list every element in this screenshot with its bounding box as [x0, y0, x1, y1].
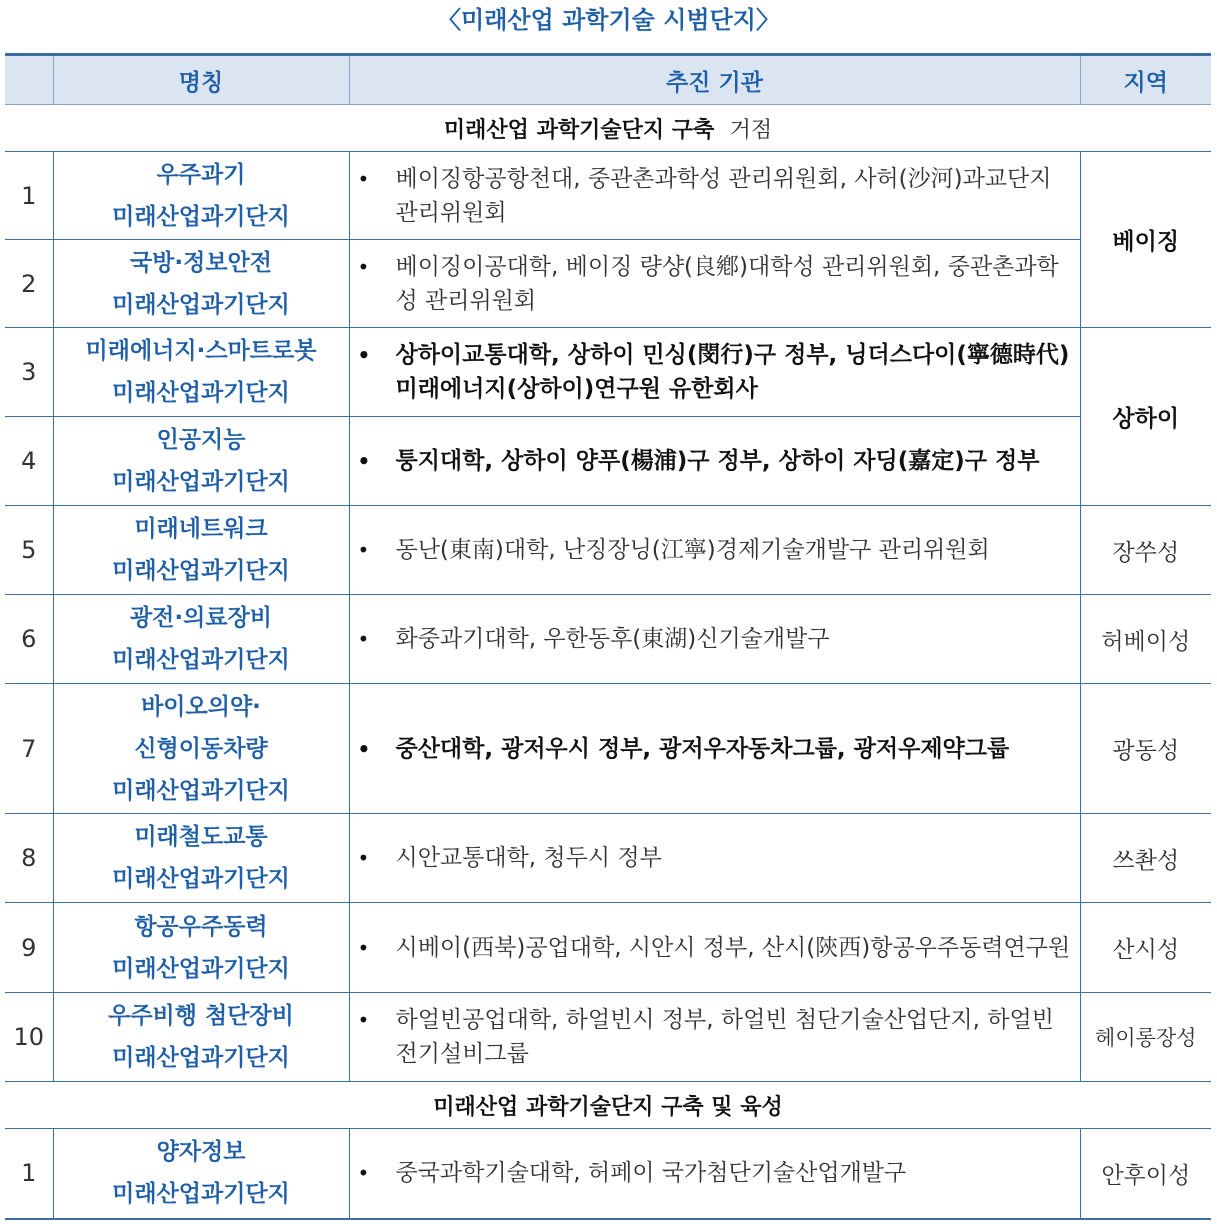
table-row — [5, 417, 1211, 506]
park-name — [53, 814, 349, 903]
park-name-line: 미래철도교통 — [134, 824, 268, 850]
park-name — [53, 903, 349, 993]
row-number: 10 — [5, 993, 53, 1082]
park-name-line: 미래산업과기단지 — [112, 866, 290, 892]
header-row — [5, 55, 1211, 105]
park-name — [53, 152, 349, 240]
institutions — [349, 1129, 1080, 1219]
bullet-icon: • — [357, 449, 371, 473]
region-cell: 장쑤성 — [1080, 506, 1211, 595]
table-row — [5, 1129, 1211, 1219]
section-row-1 — [5, 105, 1211, 152]
park-name — [53, 684, 349, 814]
region-cell: 상하이 — [1080, 328, 1211, 506]
table-row — [5, 684, 1211, 814]
row-number: 3 — [5, 328, 53, 417]
park-name-line: 미래산업과기단지 — [112, 203, 290, 230]
institutions-text: 상하이교통대학, 상하이 민싱(閔行)구 정부, 닝더스다이(寧德時代) 미래에너지(상하이)연구원 유한회사 — [395, 342, 1070, 402]
table-row — [5, 152, 1211, 240]
institutions — [349, 506, 1080, 595]
institutions — [349, 240, 1080, 328]
park-name-line: 국방·정보안전 — [129, 249, 273, 276]
table-row — [5, 903, 1211, 993]
institutions — [349, 328, 1080, 417]
bullet-icon: • — [357, 846, 370, 870]
institutions-text: 화중과기대학, 우한동후(東湖)신기술개발구 — [395, 626, 830, 652]
park-name — [53, 993, 349, 1082]
park-name-line: 미래산업과기단지 — [112, 955, 290, 982]
region-cell: 헤이롱장성 — [1080, 993, 1211, 1082]
institutions-text: 동난(東南)대학, 난징장닝(江寧)경제기술개발구 관리위원회 — [395, 537, 990, 563]
table-row — [5, 814, 1211, 903]
park-name — [53, 506, 349, 595]
bullet-icon: • — [357, 538, 370, 562]
region-cell: 쓰촨성 — [1080, 814, 1211, 903]
park-name — [53, 417, 349, 506]
park-name — [53, 595, 349, 684]
table-title: 〈미래산업 과학기술 시범단지〉 — [437, 6, 780, 34]
row-number: 9 — [5, 903, 53, 993]
section-heading-light: 거점 — [729, 117, 773, 143]
institutions — [349, 417, 1080, 506]
park-name-line: 미래산업과기단지 — [112, 380, 290, 406]
header-region: 지역 — [1080, 55, 1211, 105]
section-heading-1 — [5, 105, 1211, 152]
table-row — [5, 328, 1211, 417]
park-name-line: 항공우주동력 — [134, 913, 268, 940]
institutions — [349, 903, 1080, 993]
bullet-icon: • — [357, 1161, 370, 1186]
row-number: 7 — [5, 684, 53, 814]
bullet-icon: • — [357, 935, 370, 960]
section-row-2 — [5, 1082, 1211, 1129]
header-num — [5, 55, 53, 105]
table-row — [5, 595, 1211, 684]
row-number: 8 — [5, 814, 53, 903]
bullet-icon: • — [357, 736, 371, 761]
table-row — [5, 240, 1211, 328]
section-heading-2: 미래산업 과학기술단지 구축 및 육성 — [5, 1082, 1211, 1129]
bullet-icon: • — [357, 343, 371, 367]
institutions-text: 하얼빈공업대학, 하얼빈시 정부, 하얼빈 첨단기술산업단지, 하얼빈전기설비그룹 — [395, 1007, 1054, 1067]
header-org: 추진 기관 — [349, 55, 1080, 105]
row-number: 5 — [5, 506, 53, 595]
park-name-line: 바이오의약· — [141, 693, 261, 720]
park-name-line: 미래에너지·스마트로봇 — [85, 338, 317, 364]
row-number: 6 — [5, 595, 53, 684]
park-name-line: 미래산업과기단지 — [112, 1181, 290, 1208]
park-name-line: 미래산업과기단지 — [112, 777, 290, 804]
park-name-line: 미래네트워크 — [134, 516, 268, 542]
bullet-icon: • — [357, 627, 370, 651]
institutions — [349, 993, 1080, 1082]
institutions-text: 베이징이공대학, 베이징 량샹(良鄕)대학성 관리위원회, 중관촌과학성 관리위원회 — [395, 253, 1059, 314]
science-park-table — [5, 53, 1211, 1220]
institutions — [349, 814, 1080, 903]
institutions-text: 퉁지대학, 상하이 양푸(楊浦)구 정부, 상하이 자딩(嘉定)구 정부 — [395, 448, 1040, 474]
park-name — [53, 240, 349, 328]
park-name-line: 우주과기 — [156, 161, 246, 188]
row-number: 4 — [5, 417, 53, 506]
institutions-text: 베이징항공항천대, 중관촌과학성 관리위원회, 사허(沙河)과교단지 관리위원회 — [395, 165, 1052, 226]
institutions — [349, 595, 1080, 684]
park-name-line: 우주비행 첨단장비 — [108, 1003, 294, 1029]
bullet-icon: • — [357, 166, 370, 191]
park-name-line: 광전·의료장비 — [129, 605, 273, 631]
institutions-text: 중국과학기술대학, 허페이 국가첨단기술산업개발구 — [395, 1160, 907, 1187]
institutions-text: 시안교통대학, 청두시 정부 — [395, 845, 662, 871]
header-name: 명칭 — [53, 55, 349, 105]
park-name-line: 미래산업과기단지 — [112, 291, 290, 318]
region-cell: 안후이성 — [1080, 1129, 1211, 1219]
row-number: 1 — [5, 1129, 53, 1219]
row-number: 2 — [5, 240, 53, 328]
park-name-line: 미래산업과기단지 — [112, 469, 290, 495]
region-cell: 산시성 — [1080, 903, 1211, 993]
park-name-line: 인공지능 — [156, 427, 246, 453]
table-row — [5, 506, 1211, 595]
table-row — [5, 993, 1211, 1082]
bullet-icon: • — [357, 254, 370, 279]
park-name-line: 미래산업과기단지 — [112, 1045, 290, 1071]
park-name — [53, 1129, 349, 1219]
row-number: 1 — [5, 152, 53, 240]
park-name-line: 신형이동차량 — [134, 735, 268, 762]
section-heading-bold: 미래산업 과학기술단지 구축 — [443, 117, 715, 143]
region-cell: 광동성 — [1080, 684, 1211, 814]
region-cell: 허베이성 — [1080, 595, 1211, 684]
institutions-text: 시베이(西북)공업대학, 시안시 정부, 산시(陝西)항공우주동력연구원 — [395, 934, 1071, 961]
institutions — [349, 684, 1080, 814]
institutions-text: 중산대학, 광저우시 정부, 광저우자동차그룹, 광저우제약그룹 — [395, 735, 1010, 762]
park-name — [53, 328, 349, 417]
region-cell: 베이징 — [1080, 152, 1211, 328]
park-name-line: 미래산업과기단지 — [112, 558, 290, 584]
park-name-line: 미래산업과기단지 — [112, 647, 290, 673]
institutions — [349, 152, 1080, 240]
park-name-line: 양자정보 — [156, 1139, 246, 1166]
bullet-icon: • — [357, 1008, 370, 1032]
